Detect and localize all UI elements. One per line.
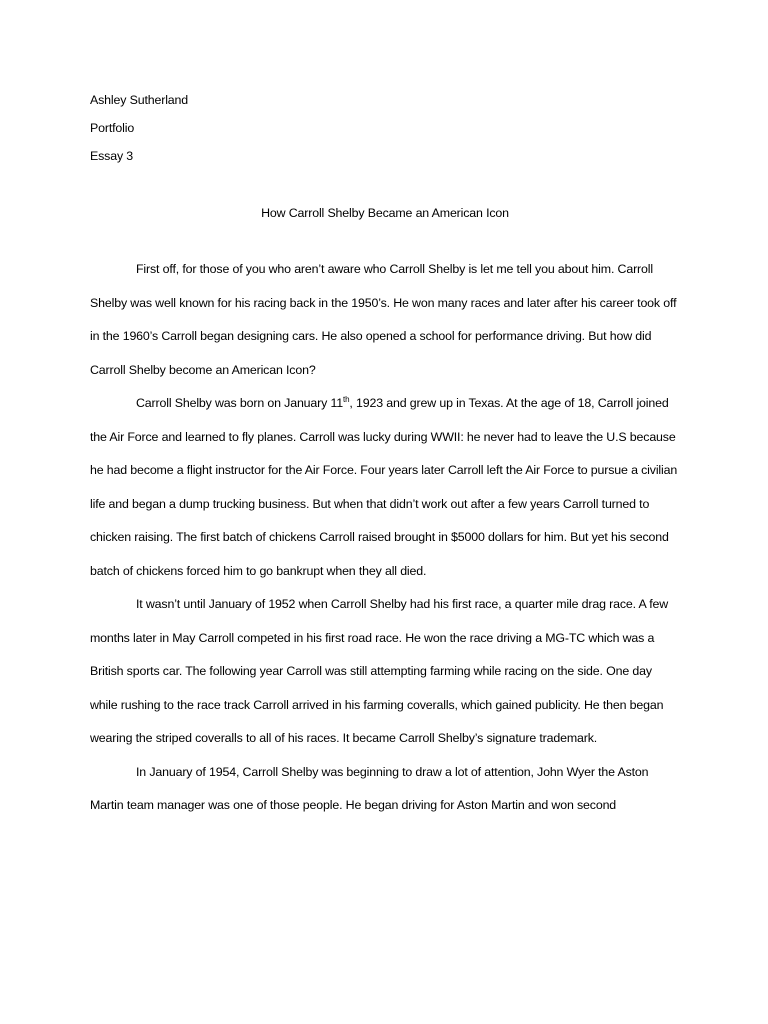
paragraph-2-text-start: Carroll Shelby was born on January 11 bbox=[136, 396, 344, 410]
document-content bbox=[90, 86, 680, 823]
author-name: Ashley Sutherland bbox=[90, 93, 189, 107]
essay-title: How Carroll Shelby Became an American Icon bbox=[261, 206, 509, 220]
paragraph-2 bbox=[90, 387, 680, 588]
paragraph-2-text-end: , 1923 and grew up in Texas. At the age of 18, Carroll joined the Air Force and learned to fly planes. Carroll was lucky during WWII: he never had to leave the U.S because he had become a flight instructor for the Air Force. Four years later Carroll left the Air Force to pursue a civilian life and began a dump trucking business. But when that didn’t work out after a few years Carroll turned to chicken raising. The first batch of chickens Carroll raised brought in $5000 dollars for him. But yet his second batch of chickens forced him to go bankrupt when they all died. bbox=[90, 396, 678, 578]
paragraph-1: First off, for those of you who aren’t aware who Carroll Shelby is let me tell you about him. Carroll Shelby was well known for his racing back in the 1950’s. He won many races and later after his career took off in the 1960’s Carroll began designing cars. He also opened a school for performance driving. But how did Carroll Shelby become an American Icon? bbox=[90, 262, 677, 377]
ordinal-superscript: th bbox=[343, 394, 350, 404]
essay-body bbox=[90, 253, 680, 823]
paragraph-3: It wasn’t until January of 1952 when Carroll Shelby had his first race, a quarter mile drag race. A few months later in May Carroll competed in his first road race. He won the race driving a MG-TC which was a British sports car. The following year Carroll was still attempting farming while racing on the side. One day while rushing to the race track Carroll arrived in his farming coveralls, which gained publicity. He then began wearing the striped coveralls to all of his races. It became Carroll Shelby’s signature trademark. bbox=[90, 597, 669, 745]
header-block bbox=[90, 86, 680, 170]
paragraph-4: In January of 1954, Carroll Shelby was beginning to draw a lot of attention, John Wyer the Aston Martin team manager was one of those people. He began driving for Aston Martin and won second bbox=[90, 764, 649, 812]
course-name: Portfolio bbox=[90, 121, 135, 135]
assignment-name: Essay 3 bbox=[90, 149, 134, 163]
